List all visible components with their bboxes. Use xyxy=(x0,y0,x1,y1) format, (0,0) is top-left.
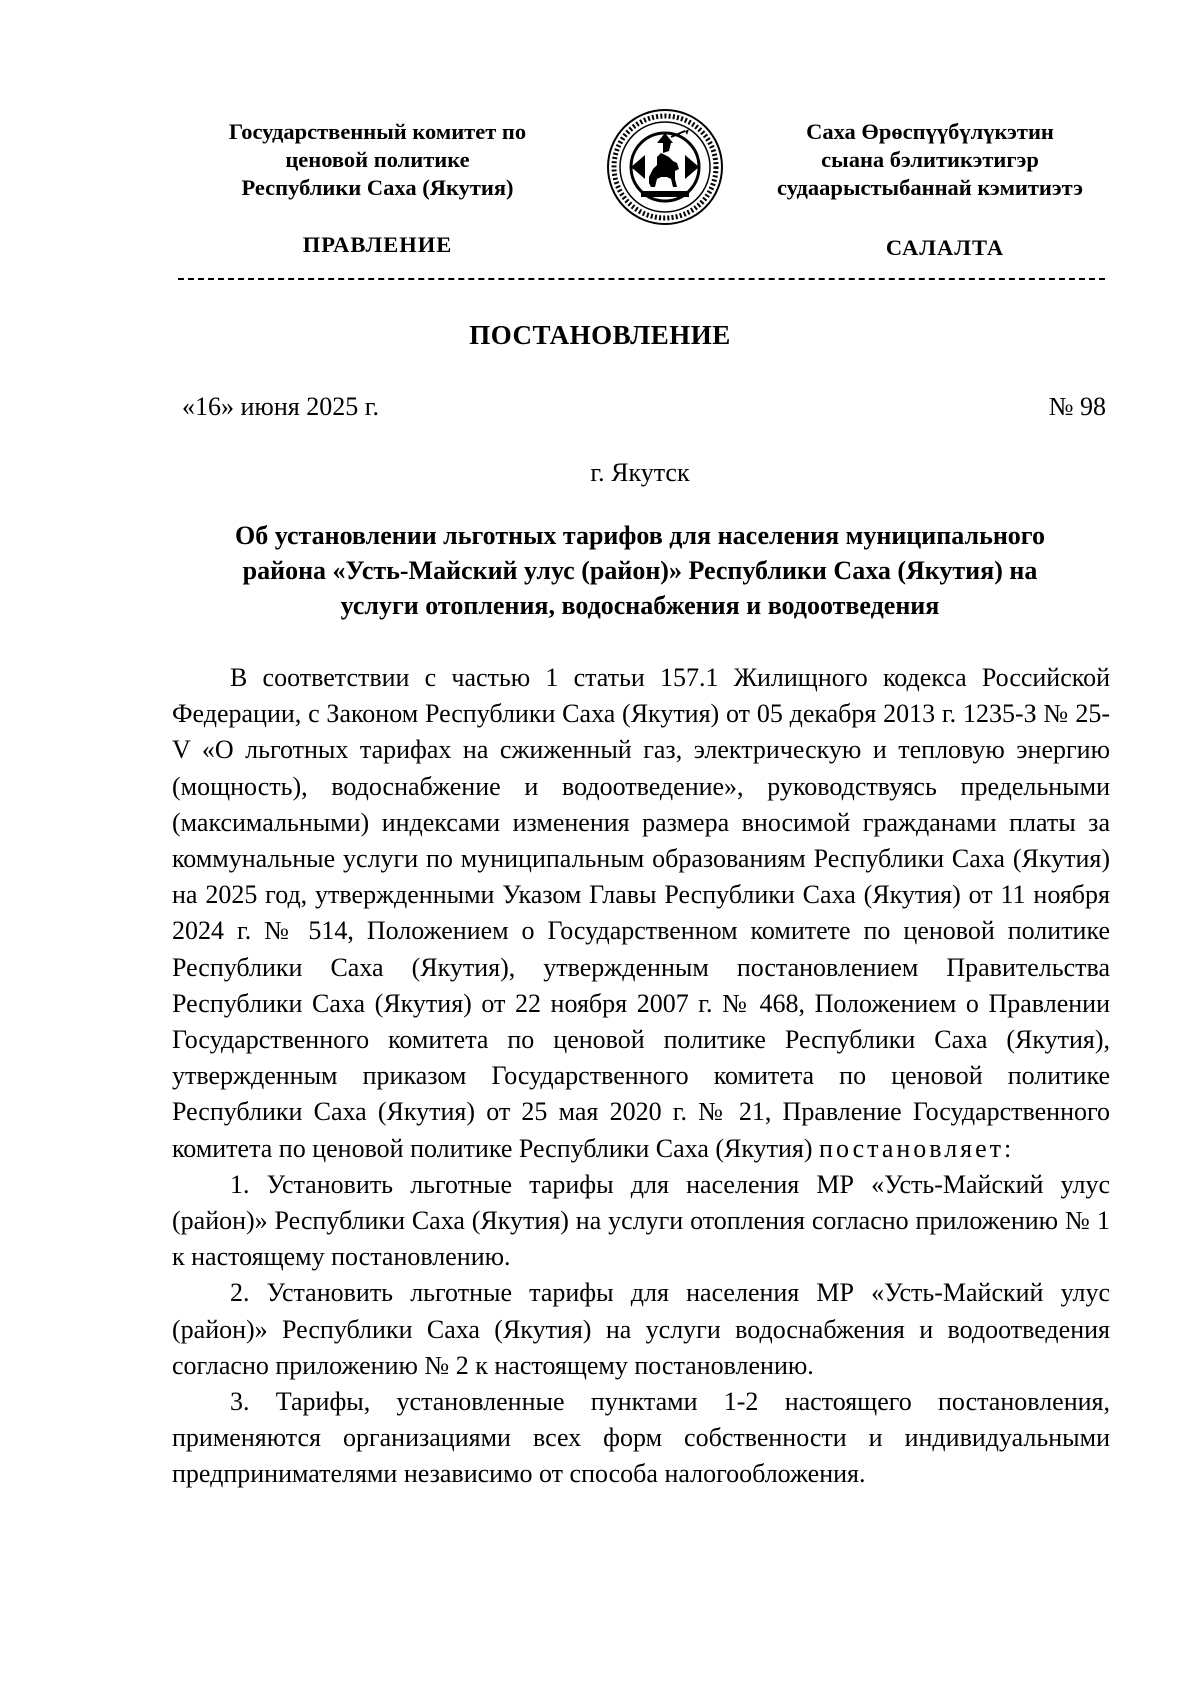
header-right-line: сыана бэлитикэтигэр xyxy=(821,147,1039,172)
preamble-text: В соответствии с частью 1 статьи 157.1 Жилищного кодекса Российской Федерации, с Законом Республики Саха (Якутия) от 05 декабря 2013 г. 1235-З № 25-V «О льготных тарифах на сжиженный газ, электрическую и тепловую энергию (мощность), водоснабжение и водоотведение», руководствуясь предельными (максимальными) индексами изменения размера вносимой гражданами платы за коммунальные услуги по муниципальным образованиям Республики Саха (Якутия) на 2025 год, утвержденными Указом Главы Республики Саха (Якутия) от 11 ноября 2024 г. № 514, Положением о Государственном комитете по ценовой политике Республики Саха (Якутия), утвержденным постановлением Правительства Республики Саха (Якутия) от 22 ноября 2007 г. № 468, Положением о Правлении Государственного комитета по ценовой политике Республики Саха (Якутия), утвержденным приказом Государственного комитета по ценовой политике Республики Саха (Якутия) от 25 мая 2020 г. № 21, Правление Государственного комитета по ценовой политике Республики Саха (Якутия) xyxy=(172,663,1110,1163)
header-left-line: Республики Саха (Якутия) xyxy=(241,175,514,200)
resolution-item-2: 2. Установить льготные тарифы для населения МР «Усть-Майский улус (район)» Республики Саха (Якутия) на услуги водоснабжения и водоотведения согласно приложению № 2 к настоящему постановлению. xyxy=(172,1278,1110,1380)
header-right-line: Саха Өрөспүүбүлүкэтин xyxy=(806,119,1054,144)
resolution-item-1: 1. Установить льготные тарифы для населения МР «Усть-Майский улус (район)» Республики Саха (Якутия) на услуги отопления согласно приложению № 1 к настоящему постановлению. xyxy=(172,1169,1110,1272)
preamble-paragraph xyxy=(172,660,1110,1167)
header-org-russian xyxy=(195,118,560,202)
header-right-line: судаарыстыбаннай кэмитиэтэ xyxy=(777,175,1083,200)
document-city: г. Якутск xyxy=(590,458,690,487)
coat-of-arms-emblem xyxy=(605,107,725,227)
header-divider xyxy=(178,278,1105,280)
board-label-yakut: САЛАЛТА xyxy=(885,235,1005,260)
document-title xyxy=(170,518,1110,623)
header-left-line: ценовой политике xyxy=(285,147,470,172)
document-type: ПОСТАНОВЛЕНИЕ xyxy=(469,320,731,350)
title-line: района «Усть-Майский улус (район)» Республики Саха (Якутия) на xyxy=(242,556,1038,585)
resolves-word: постановляет: xyxy=(819,1133,1015,1163)
title-line: услуги отопления, водоснабжения и водоотведения xyxy=(340,591,940,620)
resolution-item-3: 3. Тарифы, установленные пунктами 1-2 настоящего постановления, применяются организациями всех форм собственности и индивидуальными предпринимателями независимо от способа налогообложения. xyxy=(172,1387,1110,1489)
title-line: Об установлении льготных тарифов для населения муниципального xyxy=(235,521,1045,550)
document-date: «16» июня 2025 г. xyxy=(182,392,379,421)
document-body xyxy=(172,660,1110,1493)
board-label-russian: ПРАВЛЕНИЕ xyxy=(302,232,453,257)
document-number: № 98 xyxy=(1048,392,1106,421)
header-org-yakut xyxy=(745,118,1115,202)
header-left-line: Государственный комитет по xyxy=(228,119,527,144)
